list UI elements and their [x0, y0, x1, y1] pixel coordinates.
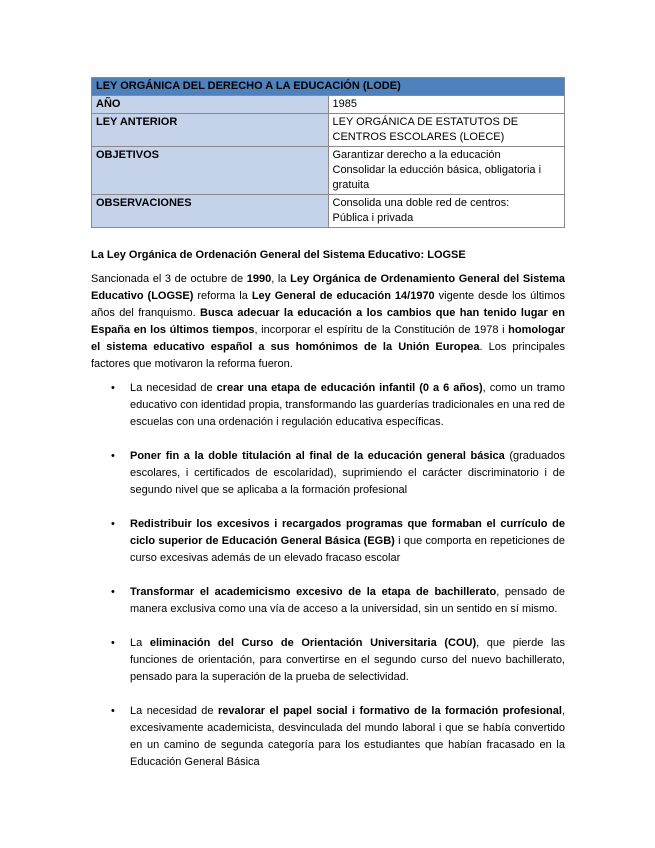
list-item: • La eliminación del Curso de Orientación Universitaria (COU), que pierde las funciones de orientación, para convertirse en el segundo curso del nuevo bachillerato, pensado para la superación de la prueba de selectividad. [111, 637, 565, 683]
list-item: • La necesidad de revalorar el papel social i formativo de la formación profesional, excesivamente academicista, desvinculada del mundo laboral i que se había convertido en un camino de segunda categoría para los estudiantes que habían fracasado en la Educación General Básica [111, 705, 565, 768]
row-value-observaciones [328, 195, 565, 228]
row-value-ano: 1985 [328, 96, 565, 114]
lode-table [91, 77, 565, 228]
bullet-icon: • [111, 637, 115, 649]
table-header-row [92, 78, 565, 96]
row-label-observaciones: OBSERVACIONES [92, 195, 329, 228]
table-row [92, 147, 565, 195]
table-row [92, 96, 565, 114]
observacion-line: Consolida una doble red de centros: [332, 197, 510, 209]
objetivo-item: Consolidar la educción básica, obligatoria i gratuita [332, 164, 542, 191]
row-value-ley-anterior: LEY ORGÁNICA DE ESTATUTOS DE CENTROS ESCOLARES (LOECE) [328, 114, 565, 147]
section-heading: La Ley Orgánica de Ordenación General del Sistema Educativo: LOGSE [91, 249, 466, 261]
list-item: • La necesidad de crear una etapa de educación infantil (0 a 6 años), como un tramo educativo con identidad propia, transformando las guarderías tradicionales en una red de escuelas con una ordenación i regulación educativa específicas. [111, 382, 566, 428]
table-row [92, 114, 565, 147]
observacion-line: Pública i privada [332, 212, 414, 224]
intro-paragraph: Sancionada el 3 de octubre de 1990, la Ley Orgánica de Ordenamiento General del Sistema Educativo (LOGSE) reforma la Ley General de educación 14/1970 vigente desde los últimos años del franquismo. Busca adecuar la educación a los cambios que han tenido lugar en España en los últimos tiempos, incorporar el espíritu de la Constitución de 1978 i homologar el sistema educativo español a sus homónimos de la Unión Europea. Los principales factores que motivaron la reforma fueron. [91, 273, 566, 370]
table-row [92, 195, 565, 228]
bullet-icon: • [111, 518, 115, 530]
row-label-ley-anterior: LEY ANTERIOR [92, 114, 329, 147]
row-value-objetivos [328, 147, 565, 195]
row-label-ano: AÑO [92, 96, 329, 114]
factors-list [91, 380, 565, 788]
bullet-icon: • [111, 382, 115, 394]
bullet-icon: • [111, 450, 115, 462]
list-item: • Transformar el academicismo excesivo de la etapa de bachillerato, pensado de manera exclusiva como una vía de acceso a la universidad, sin un sentido en sí mismo. [111, 586, 565, 615]
bullet-icon: • [111, 705, 115, 717]
list-item: • Poner fin a la doble titulación al final de la educación general básica (graduados escolares, i certificados de escolaridad), suprimiendo el carácter discriminatorio i de segundo nivel que se aplicaba a la formación profesional [111, 450, 565, 496]
row-label-objetivos: OBJETIVOS [92, 147, 329, 195]
bullet-icon: • [111, 586, 115, 598]
table-title: LEY ORGÁNICA DEL DERECHO A LA EDUCACIÓN (LODE) [92, 78, 565, 96]
list-item: • Redistribuir los excesivos i recargados programas que formaban el currículo de ciclo superior de Educación General Básica (EGB) i que comporta en repeticiones de curso excesivas además de un elevado fracaso escolar [111, 518, 565, 564]
objetivo-item: Garantizar derecho a la educación [332, 149, 501, 161]
